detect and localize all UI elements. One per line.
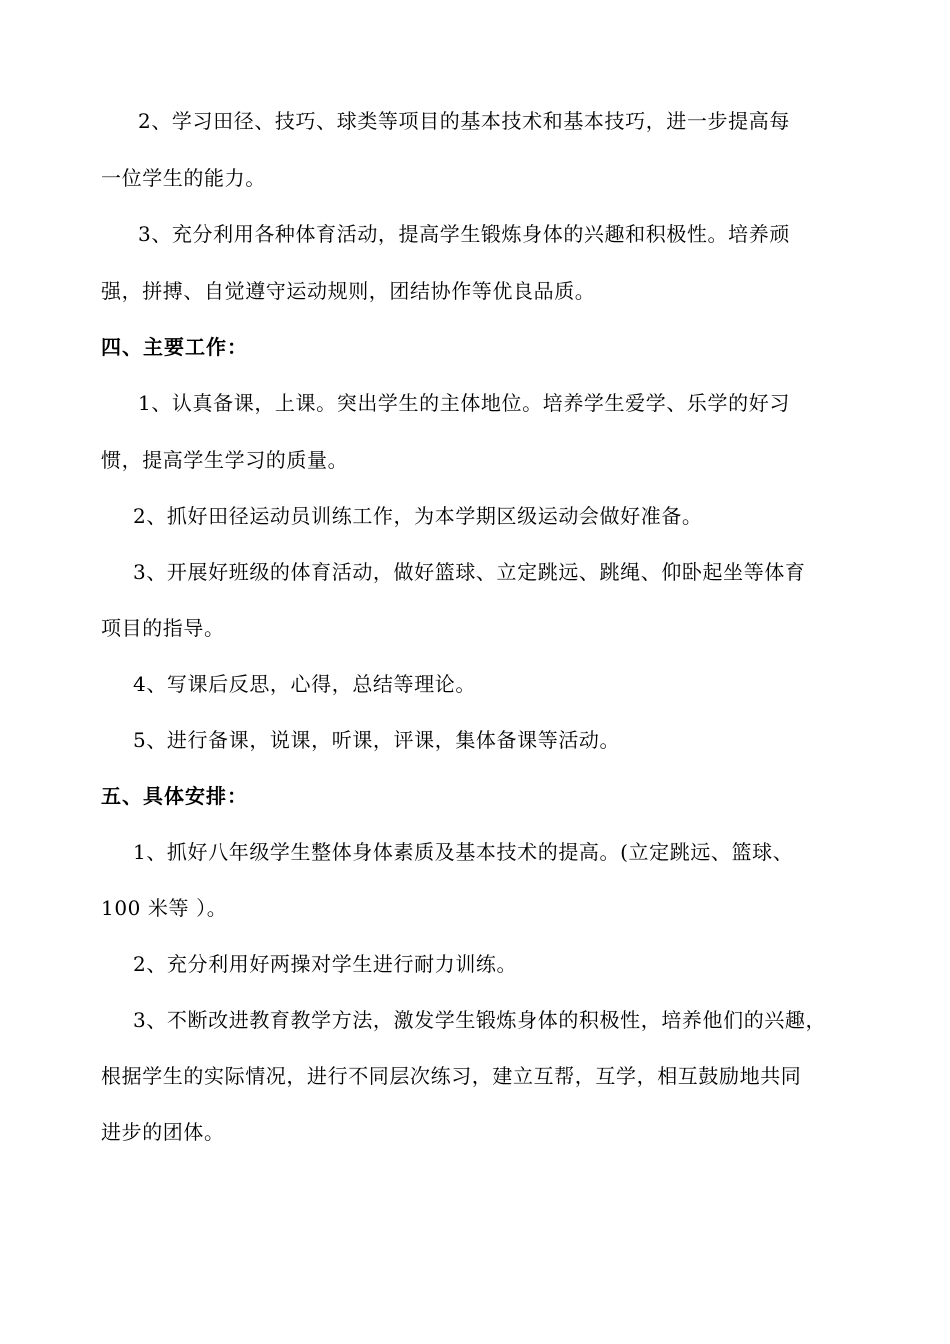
arrangement-item-3-line-3: 进步的团体。 [101, 1120, 225, 1144]
work-item-3-line-1: 3、开展好班级的体育活动，做好篮球、立定跳远、跳绳、仰卧起坐等体育 [133, 560, 806, 584]
work-item-4: 4、写课后反思，心得，总结等理论。 [133, 672, 476, 696]
work-item-1-line-2: 惯，提高学生学习的质量。 [101, 448, 349, 472]
work-item-2: 2、抓好田径运动员训练工作，为本学期区级运动会做好准备。 [133, 504, 703, 528]
work-item-1-line-1: 1、认真备课，上课。突出学生的主体地位。培养学生爱学、乐学的好习 [138, 391, 790, 415]
arrangement-item-1-line-2: 100 米等 ）。 [101, 896, 228, 920]
arrangement-item-2: 2、充分利用好两操对学生进行耐力训练。 [133, 952, 518, 976]
arrangement-item-1-line-1: 1、抓好八年级学生整体身体素质及基本技术的提高。(立定跳远、篮球、 [133, 840, 794, 864]
work-item-3-line-2: 项目的指导。 [101, 616, 225, 640]
section-heading-arrangement: 五、具体安排： [101, 784, 248, 808]
goal-item-2-line-1: 2、学习田径、技巧、球类等项目的基本技术和基本技巧，进一步提高每 [138, 109, 790, 133]
work-item-5: 5、进行备课，说课，听课，评课，集体备课等活动。 [133, 728, 621, 752]
goal-item-2-line-2: 一位学生的能力。 [101, 166, 266, 190]
arrangement-item-3-line-2: 根据学生的实际情况，进行不同层次练习，建立互帮，互学，相互鼓励地共同 [101, 1064, 802, 1088]
goal-item-3-line-2: 强，拼搏、自觉遵守运动规则，团结协作等优良品质。 [101, 279, 596, 303]
section-heading-main-work: 四、主要工作： [101, 335, 248, 359]
goal-item-3-line-1: 3、充分利用各种体育活动，提高学生锻炼身体的兴趣和积极性。培养顽 [138, 222, 790, 246]
arrangement-item-3-line-1: 3、不断改进教育教学方法，激发学生锻炼身体的积极性，培养他们的兴趣， [133, 1008, 827, 1032]
